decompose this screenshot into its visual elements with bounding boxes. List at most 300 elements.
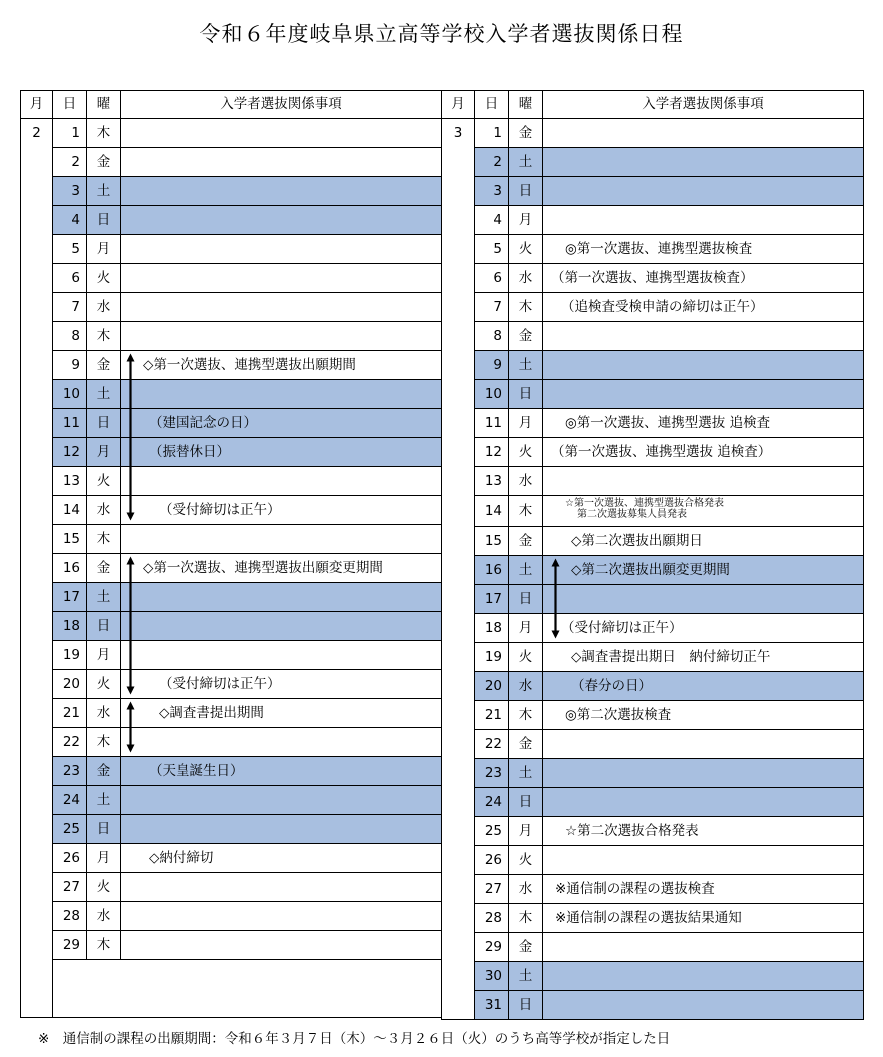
table-row	[442, 991, 864, 1020]
day-number: 13	[53, 467, 87, 496]
event-cell	[543, 496, 864, 527]
event-cell	[121, 177, 442, 206]
day-number: 14	[53, 496, 87, 525]
event-cell	[543, 701, 864, 730]
table-row	[21, 931, 442, 960]
day-number: 18	[53, 612, 87, 641]
event-cell	[543, 875, 864, 904]
table-row	[21, 119, 442, 148]
day-number: 4	[53, 206, 87, 235]
weekday: 日	[509, 991, 543, 1020]
month-cell	[442, 351, 475, 380]
table-row	[442, 585, 864, 614]
table-row	[442, 206, 864, 235]
weekday: 金	[509, 527, 543, 556]
month-cell	[442, 467, 475, 496]
weekday: 金	[87, 554, 121, 583]
table-row	[21, 670, 442, 699]
event-header: 入学者選抜関係事項	[543, 91, 864, 119]
event-text: ◎第一次選抜、連携型選抜 追検査	[565, 415, 771, 431]
day-number: 27	[53, 873, 87, 902]
month-cell	[21, 699, 53, 728]
weekday: 水	[509, 264, 543, 293]
event-cell	[543, 527, 864, 556]
event-cell	[121, 931, 442, 960]
weekday: 月	[509, 409, 543, 438]
month-cell	[442, 527, 475, 556]
day-number: 19	[475, 643, 509, 672]
table-row	[442, 293, 864, 322]
day-number: 28	[53, 902, 87, 931]
weekday: 木	[509, 496, 543, 527]
month-cell	[442, 438, 475, 467]
month-cell	[442, 788, 475, 817]
table-row	[21, 786, 442, 815]
month-cell	[442, 643, 475, 672]
table-row	[442, 730, 864, 759]
weekday: 月	[87, 438, 121, 467]
weekday: 月	[509, 817, 543, 846]
day-number: 23	[475, 759, 509, 788]
month-cell	[442, 730, 475, 759]
month-cell	[21, 728, 53, 757]
month-cell	[442, 672, 475, 701]
month-cell	[442, 962, 475, 991]
month-cell	[442, 322, 475, 351]
table-row	[21, 264, 442, 293]
day-number: 24	[53, 786, 87, 815]
weekday: 木	[87, 119, 121, 148]
day-number: 14	[475, 496, 509, 527]
event-cell	[121, 467, 442, 496]
event-cell	[121, 873, 442, 902]
event-cell	[121, 583, 442, 612]
table-row	[21, 757, 442, 786]
event-cell	[543, 672, 864, 701]
event-cell	[543, 730, 864, 759]
table-row	[442, 438, 864, 467]
table-row	[442, 875, 864, 904]
event-text: （受付締切は正午）	[159, 676, 281, 692]
event-cell	[543, 264, 864, 293]
event-cell	[121, 322, 442, 351]
month-cell	[21, 322, 53, 351]
day-number: 2	[475, 148, 509, 177]
weekday: 月	[87, 844, 121, 873]
month-cell	[442, 614, 475, 643]
table-row	[442, 962, 864, 991]
table-row	[442, 380, 864, 409]
weekday: 木	[509, 904, 543, 933]
table-row	[21, 699, 442, 728]
weekday: 月	[87, 641, 121, 670]
month-cell	[442, 817, 475, 846]
event-text: ◇調査書提出期間	[159, 705, 264, 721]
day-number: 12	[475, 438, 509, 467]
event-cell	[543, 991, 864, 1020]
day-number: 30	[475, 962, 509, 991]
event-cell	[121, 351, 442, 380]
month-cell	[442, 409, 475, 438]
weekday: 火	[87, 670, 121, 699]
day-number: 6	[475, 264, 509, 293]
weekday: 水	[87, 496, 121, 525]
event-text: ◇第二次選抜出願変更期間	[571, 562, 730, 578]
table-row	[21, 293, 442, 322]
table-row	[442, 556, 864, 585]
day-number: 24	[475, 788, 509, 817]
header-row	[442, 91, 864, 119]
table-row	[442, 235, 864, 264]
weekday: 火	[509, 438, 543, 467]
day-number: 25	[475, 817, 509, 846]
day-number: 5	[475, 235, 509, 264]
month-cell	[442, 933, 475, 962]
event-cell	[543, 643, 864, 672]
weekday-header: 曜	[87, 91, 121, 119]
weekday: 水	[509, 467, 543, 496]
month-cell	[21, 264, 53, 293]
day-number: 1	[475, 119, 509, 148]
day-number: 17	[475, 585, 509, 614]
weekday: 金	[87, 757, 121, 786]
month-cell	[21, 206, 53, 235]
day-number: 16	[475, 556, 509, 585]
weekday: 金	[509, 322, 543, 351]
event-text: （受付締切は正午）	[159, 502, 281, 518]
weekday: 土	[509, 759, 543, 788]
day-number: 8	[53, 322, 87, 351]
weekday: 木	[87, 931, 121, 960]
weekday: 木	[87, 728, 121, 757]
month-cell	[442, 380, 475, 409]
table-row	[21, 148, 442, 177]
month-label: 2	[21, 119, 53, 148]
filler-row	[21, 960, 442, 1018]
event-text: （第一次選抜、連携型選抜検査）	[551, 270, 754, 286]
weekday: 水	[509, 672, 543, 701]
event-cell	[543, 817, 864, 846]
weekday: 火	[87, 264, 121, 293]
weekday: 日	[509, 177, 543, 206]
weekday: 土	[509, 351, 543, 380]
month-cell	[442, 556, 475, 585]
month-cell	[21, 670, 53, 699]
month-cell	[21, 554, 53, 583]
month-cell	[442, 701, 475, 730]
weekday: 日	[509, 380, 543, 409]
month-cell	[442, 904, 475, 933]
day-number: 27	[475, 875, 509, 904]
table-row	[21, 902, 442, 931]
table-row	[442, 672, 864, 701]
event-text: （春分の日）	[571, 678, 652, 694]
event-cell	[543, 119, 864, 148]
event-cell	[121, 815, 442, 844]
day-number: 20	[53, 670, 87, 699]
day-number: 20	[475, 672, 509, 701]
event-cell	[543, 556, 864, 585]
event-text: ※通信制の課程の選抜検査	[555, 881, 715, 897]
day-number: 6	[53, 264, 87, 293]
table-row	[442, 264, 864, 293]
event-cell	[121, 380, 442, 409]
weekday: 火	[509, 643, 543, 672]
weekday: 日	[509, 788, 543, 817]
month-cell	[21, 960, 53, 1018]
table-row	[21, 438, 442, 467]
weekday: 木	[87, 322, 121, 351]
month-cell	[21, 902, 53, 931]
table-row	[442, 409, 864, 438]
event-text: ※通信制の課程の選抜結果通知	[555, 910, 742, 926]
day-number: 8	[475, 322, 509, 351]
event-cell	[543, 962, 864, 991]
table-row	[21, 873, 442, 902]
event-cell	[121, 844, 442, 873]
event-cell	[543, 904, 864, 933]
footnote: ※ 通信制の課程の出願期間：令和６年３月７日（木）～３月２６日（火）のうち高等学校が指定した日	[38, 1031, 671, 1047]
event-cell	[121, 525, 442, 554]
table-row	[21, 380, 442, 409]
weekday: 火	[509, 846, 543, 875]
table-row	[21, 322, 442, 351]
weekday: 水	[87, 293, 121, 322]
table-row	[442, 701, 864, 730]
weekday: 火	[509, 235, 543, 264]
weekday: 土	[87, 177, 121, 206]
event-cell	[121, 206, 442, 235]
table-row	[442, 817, 864, 846]
day-number: 26	[53, 844, 87, 873]
table-row	[21, 641, 442, 670]
weekday: 土	[87, 380, 121, 409]
event-cell	[543, 788, 864, 817]
day-number: 10	[475, 380, 509, 409]
event-cell	[121, 786, 442, 815]
table-row	[442, 527, 864, 556]
march-table	[441, 90, 864, 1020]
day-number: 1	[53, 119, 87, 148]
day-number: 19	[53, 641, 87, 670]
weekday: 日	[509, 585, 543, 614]
day-number: 22	[53, 728, 87, 757]
table-row	[442, 904, 864, 933]
table-row	[21, 525, 442, 554]
table-row	[442, 119, 864, 148]
table-row	[21, 409, 442, 438]
event-text-line2: 第二次選抜募集人員発表	[577, 509, 687, 520]
table-row	[442, 177, 864, 206]
event-cell	[121, 728, 442, 757]
event-cell	[121, 496, 442, 525]
day-number: 22	[475, 730, 509, 759]
month-cell	[21, 641, 53, 670]
day-number: 23	[53, 757, 87, 786]
month-label: 3	[442, 119, 475, 148]
day-number: 26	[475, 846, 509, 875]
table-row	[21, 467, 442, 496]
event-cell	[121, 264, 442, 293]
event-text: ☆第一次選抜、連携型選抜合格発表	[565, 498, 724, 509]
event-text: （追検査受検申請の締切は正午）	[561, 299, 764, 315]
month-cell	[21, 873, 53, 902]
event-cell	[543, 759, 864, 788]
month-cell	[442, 496, 475, 527]
event-cell	[121, 641, 442, 670]
event-cell	[543, 846, 864, 875]
weekday: 土	[509, 556, 543, 585]
weekday: 土	[509, 148, 543, 177]
table-row	[21, 554, 442, 583]
month-cell	[442, 991, 475, 1020]
event-text: ◇第一次選抜、連携型選抜出願変更期間	[143, 560, 383, 576]
table-row	[21, 206, 442, 235]
month-cell	[21, 844, 53, 873]
month-cell	[442, 293, 475, 322]
month-cell	[21, 496, 53, 525]
month-cell	[442, 846, 475, 875]
event-cell	[121, 612, 442, 641]
weekday: 日	[87, 206, 121, 235]
event-cell	[543, 235, 864, 264]
filler-cell	[53, 960, 442, 1018]
table-row	[442, 643, 864, 672]
day-number: 31	[475, 991, 509, 1020]
day-number: 15	[475, 527, 509, 556]
table-row	[21, 496, 442, 525]
table-row	[21, 177, 442, 206]
day-number: 4	[475, 206, 509, 235]
month-cell	[21, 786, 53, 815]
day-number: 12	[53, 438, 87, 467]
weekday: 金	[509, 730, 543, 759]
month-cell	[21, 467, 53, 496]
event-text: ◎第二次選抜検査	[565, 707, 672, 723]
weekday: 水	[87, 699, 121, 728]
weekday: 火	[87, 467, 121, 496]
month-cell	[21, 148, 53, 177]
day-number: 21	[53, 699, 87, 728]
weekday: 金	[87, 351, 121, 380]
table-row	[442, 467, 864, 496]
weekday: 金	[509, 119, 543, 148]
month-cell	[21, 612, 53, 641]
event-cell	[543, 148, 864, 177]
table-row	[21, 815, 442, 844]
table-row	[442, 322, 864, 351]
day-number: 2	[53, 148, 87, 177]
table-row	[21, 728, 442, 757]
day-number: 11	[475, 409, 509, 438]
weekday: 木	[87, 525, 121, 554]
weekday: 月	[509, 614, 543, 643]
day-number: 17	[53, 583, 87, 612]
day-number: 13	[475, 467, 509, 496]
day-header: 日	[53, 91, 87, 119]
event-cell	[121, 902, 442, 931]
event-cell	[543, 933, 864, 962]
day-number: 28	[475, 904, 509, 933]
event-cell	[121, 554, 442, 583]
month-cell	[442, 177, 475, 206]
table-row	[442, 933, 864, 962]
weekday: 月	[87, 235, 121, 264]
day-number: 21	[475, 701, 509, 730]
day-number: 7	[475, 293, 509, 322]
day-number: 29	[53, 931, 87, 960]
weekday: 金	[87, 148, 121, 177]
day-number: 3	[53, 177, 87, 206]
event-cell	[121, 235, 442, 264]
day-number: 3	[475, 177, 509, 206]
event-cell	[543, 380, 864, 409]
february-table	[20, 90, 442, 1018]
month-cell	[21, 438, 53, 467]
event-cell	[543, 585, 864, 614]
event-text: ◇納付締切	[149, 850, 214, 866]
event-text: （第一次選抜、連携型選抜 追検査）	[551, 444, 772, 460]
day-number: 11	[53, 409, 87, 438]
weekday: 水	[509, 875, 543, 904]
event-text: ◇第二次選抜出願期日	[571, 533, 703, 549]
month-cell	[21, 757, 53, 786]
event-text: ◇調査書提出期日 納付締切正午	[571, 649, 771, 665]
month-cell	[21, 815, 53, 844]
table-row	[21, 612, 442, 641]
month-cell	[442, 875, 475, 904]
event-cell	[543, 409, 864, 438]
event-cell	[543, 438, 864, 467]
table-row	[442, 496, 864, 527]
event-cell	[121, 148, 442, 177]
weekday: 土	[87, 583, 121, 612]
month-header: 月	[21, 91, 53, 119]
month-cell	[21, 409, 53, 438]
weekday: 火	[87, 873, 121, 902]
event-header: 入学者選抜関係事項	[121, 91, 442, 119]
table-row	[21, 844, 442, 873]
month-cell	[442, 235, 475, 264]
day-number: 9	[53, 351, 87, 380]
day-number: 9	[475, 351, 509, 380]
event-text: ◎第一次選抜、連携型選抜検査	[565, 241, 753, 257]
table-row	[442, 788, 864, 817]
month-cell	[21, 235, 53, 264]
month-header: 月	[442, 91, 475, 119]
day-number: 25	[53, 815, 87, 844]
month-cell	[21, 583, 53, 612]
event-cell	[543, 614, 864, 643]
header-row	[21, 91, 442, 119]
event-cell	[121, 699, 442, 728]
event-cell	[121, 438, 442, 467]
weekday: 金	[509, 933, 543, 962]
event-cell	[543, 322, 864, 351]
weekday: 日	[87, 409, 121, 438]
event-cell	[121, 409, 442, 438]
month-cell	[21, 380, 53, 409]
day-number: 15	[53, 525, 87, 554]
weekday-header: 曜	[509, 91, 543, 119]
event-cell	[543, 206, 864, 235]
event-text: ☆第二次選抜合格発表	[565, 823, 699, 839]
event-cell	[543, 293, 864, 322]
weekday: 土	[509, 962, 543, 991]
event-text: （振替休日）	[149, 444, 230, 460]
weekday: 木	[509, 293, 543, 322]
month-cell	[21, 525, 53, 554]
